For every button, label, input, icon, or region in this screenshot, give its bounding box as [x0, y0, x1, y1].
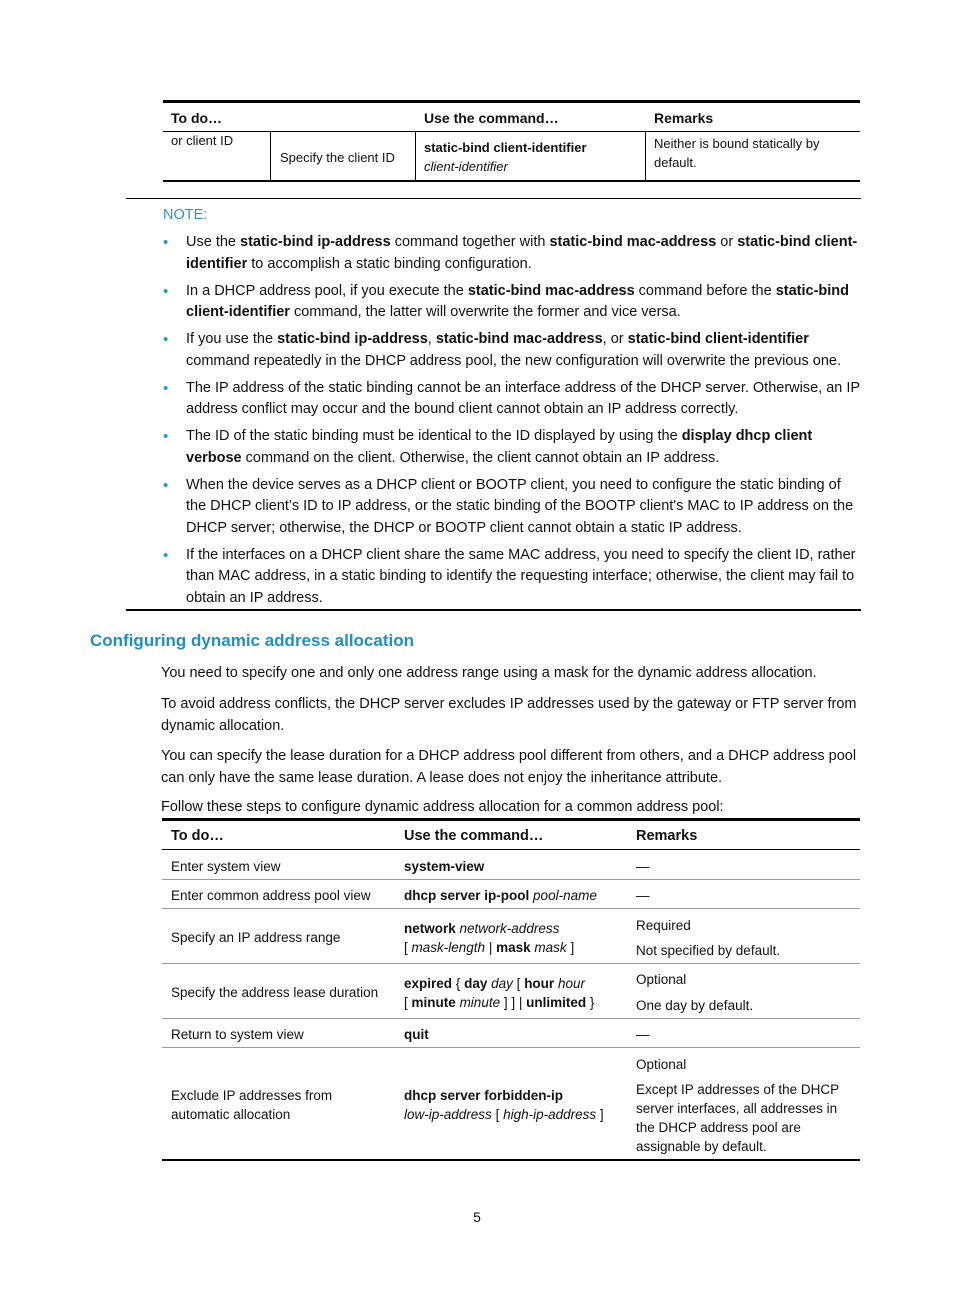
note-list	[163, 232, 863, 615]
note-item: • The ID of the static binding must be identical to the ID displayed by using the display dhcp client verbose command on the client. Otherwise, the client cannot obtain an IP address.	[163, 426, 863, 469]
table-row-remark: Except IP addresses of the DHCP server interfaces, all addresses in the DHCP address pool are assignable by default.	[636, 1082, 839, 1154]
table1-cell-todo: or client ID	[171, 133, 234, 148]
page-number: 5	[473, 1209, 481, 1225]
note-item: • If the interfaces on a DHCP client share the same MAC address, you need to specify the client ID, rather than MAC address, in a static binding to identify the requesting interface; otherwise, the client may fail to obtain an IP address.	[163, 545, 863, 610]
table-row-todo: Return to system view	[171, 1027, 304, 1042]
table-row-command: dhcp server forbidden-ip low-ip-address [ high-ip-address ]	[404, 1088, 604, 1122]
table-row-todo: Specify the address lease duration	[171, 985, 379, 1000]
table-row-remark: Optional	[636, 972, 687, 987]
table2-header-remarks: Remarks	[636, 828, 698, 844]
table2-header-command: Use the command…	[404, 828, 544, 844]
table-row-command: quit	[404, 1027, 429, 1042]
table-row-remark: —	[636, 859, 650, 874]
table1-divider	[645, 132, 646, 181]
table-row-remark: Not specified by default.	[636, 943, 781, 958]
note-item: • In a DHCP address pool, if you execute the static-bind mac-address command before the static-bind client-identifier command, the latter will overwrite the former and vice versa.	[163, 281, 863, 324]
table1-header-todo: To do…	[171, 110, 223, 126]
table-row-remark: Required	[636, 918, 691, 933]
table1-cell-remark: Neither is bound statically by default.	[654, 136, 820, 170]
table-row-remark: One day by default.	[636, 998, 754, 1013]
table1-header-rule	[163, 131, 860, 132]
table-row-todo: Specify an IP address range	[171, 930, 341, 945]
note-label: NOTE:	[163, 207, 208, 223]
note-bottom-rule	[126, 609, 861, 611]
table-row-todo: Exclude IP addresses from automatic allocation	[171, 1088, 333, 1122]
table2-bottom-rule	[162, 1159, 860, 1161]
table2-row-rule	[162, 908, 860, 909]
table-row-command: network network-address [ mask-length | mask mask ]	[404, 921, 575, 955]
note-item: • Use the static-bind ip-address command together with static-bind mac-address or static-bind client-identifier to accomplish a static binding configuration.	[163, 232, 863, 275]
note-item: • When the device serves as a DHCP client or BOOTP client, you need to configure the static binding of the DHCP client’s ID to IP address, or the static binding of the BOOTP client's MAC to IP address on the DHCP server; otherwise, the DHCP or BOOTP client cannot obtain a static IP address.	[163, 475, 863, 540]
table1-top-rule	[163, 100, 860, 103]
table-row-command: expired { day day [ hour hour [ minute minute ] ] | unlimited }	[404, 976, 595, 1010]
table2-header-rule	[162, 849, 860, 850]
command-argument: client-identifier	[424, 159, 508, 174]
table1-header-command: Use the command…	[424, 110, 559, 126]
table2-row-rule	[162, 1018, 860, 1019]
paragraph: To avoid address conflicts, the DHCP server excludes IP addresses used by the gateway or FTP server from dynamic allocation.	[161, 696, 857, 734]
table-row-command: dhcp server ip-pool pool-name	[404, 888, 597, 903]
table2-row-rule	[162, 1047, 860, 1048]
table1-divider	[415, 132, 416, 181]
table1-divider	[270, 132, 271, 181]
table1-header-remarks: Remarks	[654, 110, 714, 126]
table1-cell-subtask: Specify the client ID	[280, 150, 395, 165]
note-top-rule	[126, 198, 861, 199]
paragraph: You need to specify one and only one address range using a mask for the dynamic address allocation.	[161, 665, 817, 681]
table-row-remark: Optional	[636, 1057, 687, 1072]
table1-bottom-rule	[163, 180, 860, 182]
table2-row-rule	[162, 879, 860, 880]
paragraph: Follow these steps to configure dynamic address allocation for a common address pool:	[161, 799, 724, 815]
note-item: • If you use the static-bind ip-address, static-bind mac-address, or static-bind client-identifier command repeatedly in the DHCP address pool, the new configuration will overwrite the previous one.	[163, 329, 863, 372]
table-row-todo: Enter common address pool view	[171, 888, 371, 903]
table2-row-rule	[162, 963, 860, 964]
table-row-command: system-view	[404, 859, 485, 874]
command-keyword: static-bind client-identifier	[424, 140, 587, 155]
table2-header-todo: To do…	[171, 828, 224, 844]
note-item: • The IP address of the static binding cannot be an interface address of the DHCP server. Otherwise, an IP address conflict may occur and the bound client cannot obtain an IP address correctly.	[163, 378, 863, 421]
paragraph: You can specify the lease duration for a DHCP address pool different from others, and a DHCP address pool can only have the same lease duration. A lease does not enjoy the inheritance attribute.	[161, 748, 857, 786]
section-heading: Configuring dynamic address allocation	[90, 631, 414, 650]
table-row-remark: —	[636, 1027, 650, 1042]
table1-cell-command	[424, 138, 639, 176]
table2-top-rule	[162, 818, 860, 821]
table-row-todo: Enter system view	[171, 859, 281, 874]
table-row-remark: —	[636, 888, 650, 903]
